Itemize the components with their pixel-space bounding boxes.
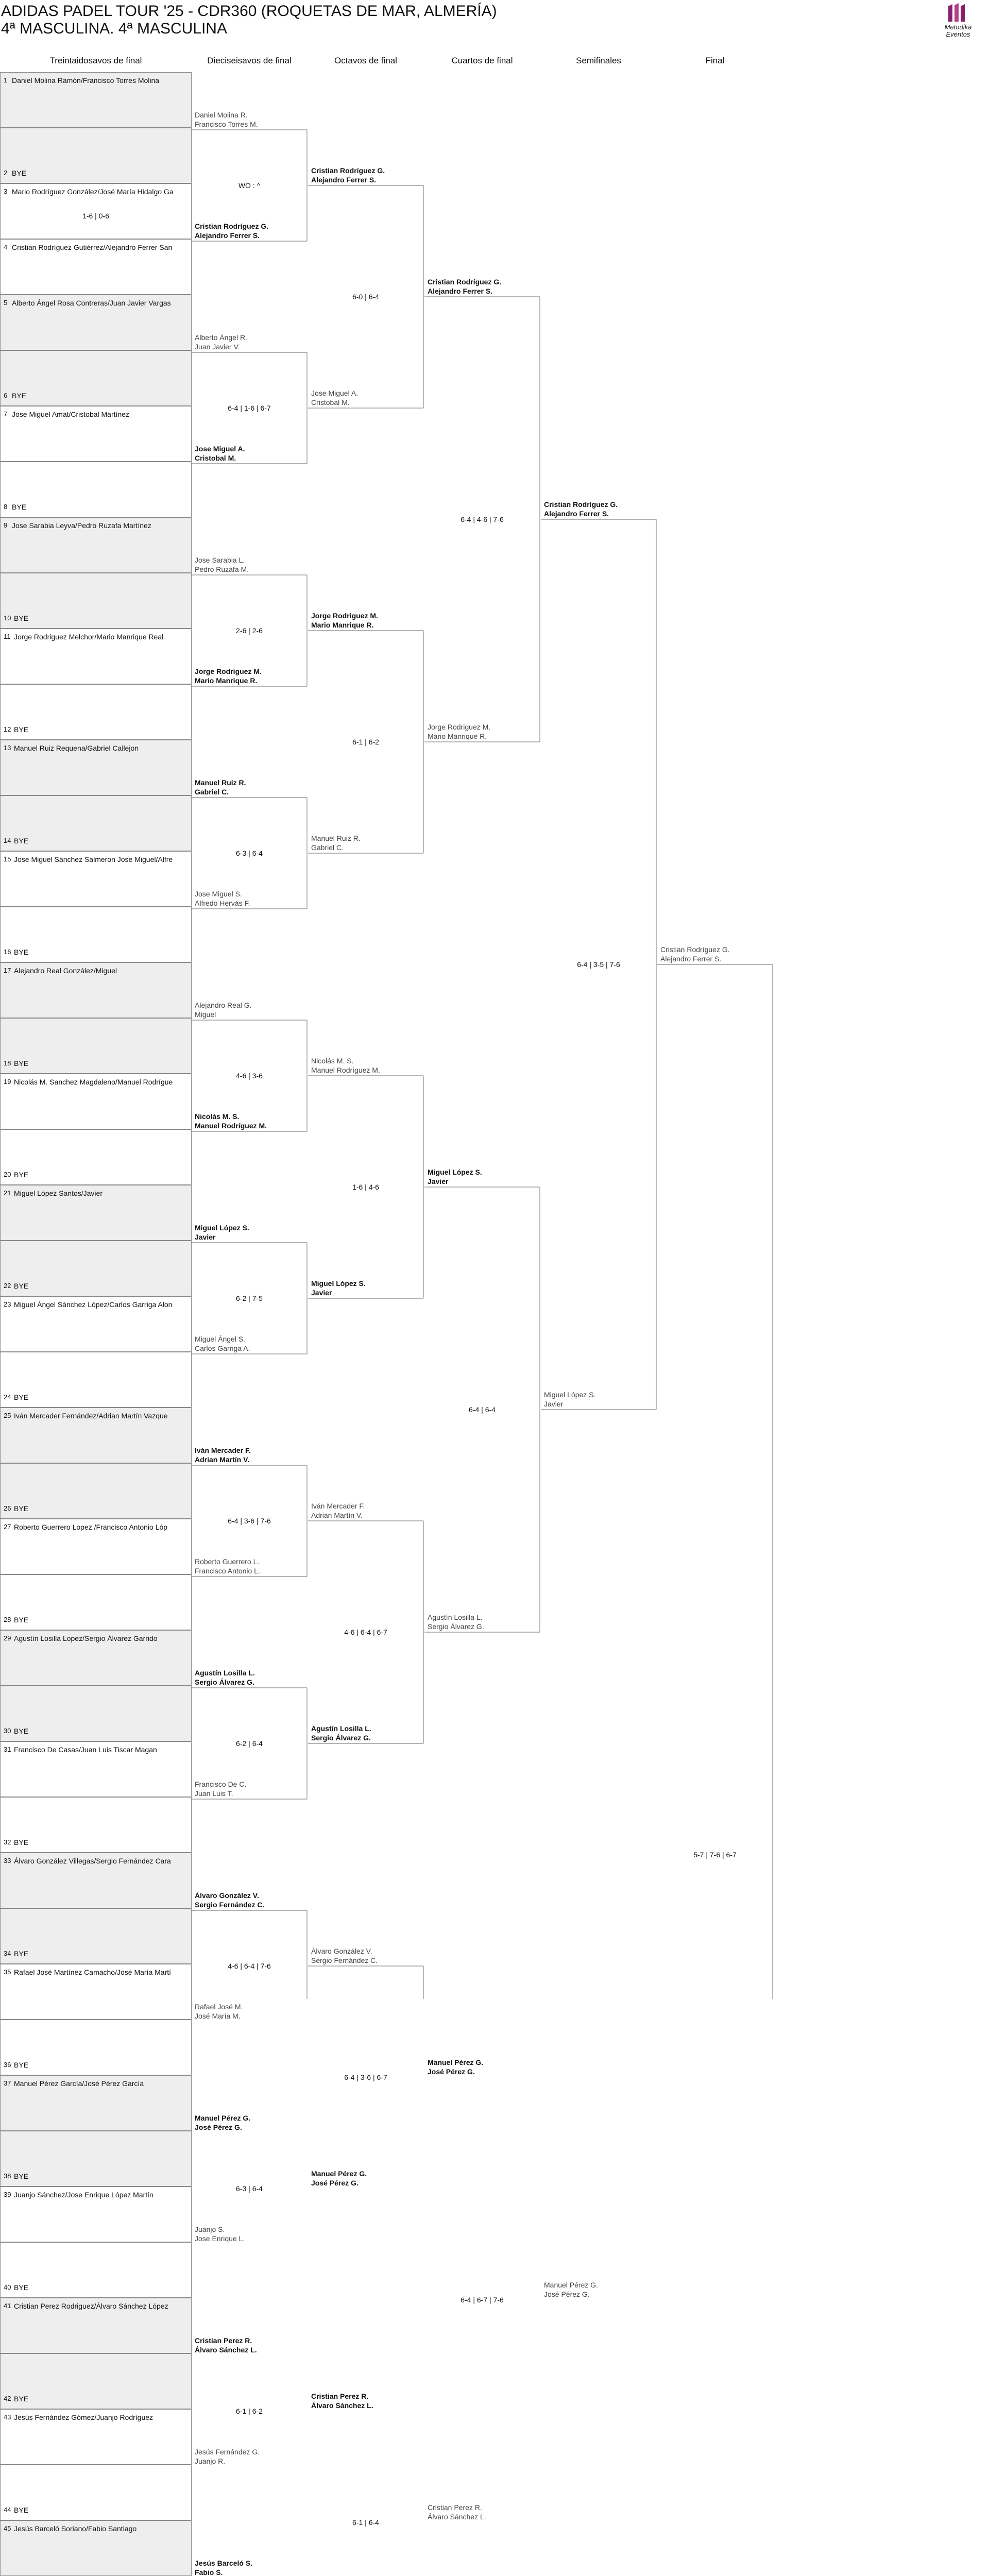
player-name: Jose Miguel A. — [195, 445, 245, 453]
entry-seed: 1 — [4, 76, 8, 84]
entry-seed: 37 — [4, 2079, 11, 2087]
logo-text-line1: Metodika — [944, 23, 972, 31]
entry-name: BYE — [14, 1727, 29, 1735]
team-pair — [311, 1946, 378, 1965]
match-score: 6-3 | 6-4 — [236, 2184, 263, 2193]
player-name: Javier — [311, 1289, 332, 1297]
entry-name: BYE — [14, 1616, 29, 1624]
player-name: Álvaro González V. — [311, 1947, 372, 1955]
team-pair — [195, 110, 258, 129]
team-pair — [195, 667, 262, 685]
match-score: 6-4 | 3-5 | 7-6 — [577, 960, 620, 969]
entry-name: Jesús Fernández Gómez/Juanjo Rodríguez — [14, 2413, 154, 2421]
entry-seed: 7 — [4, 410, 8, 418]
entry-cell — [0, 2520, 192, 2576]
entry-name: Álvaro González Villegas/Sergio Fernández Cara — [14, 1857, 171, 1865]
entry-seed: 10 — [4, 614, 11, 622]
match-score: 6-0 | 6-4 — [352, 293, 379, 301]
player-name: Miguel López S. — [311, 1279, 366, 1287]
player-name: José Pérez G. — [195, 2123, 242, 2131]
player-name: Manuel Pérez G. — [544, 2281, 599, 2289]
entry-seed: 18 — [4, 1059, 11, 1067]
match-score: 6-4 | 6-4 — [469, 1405, 496, 1414]
entry-cell — [0, 295, 192, 350]
entry-seed: 38 — [4, 2172, 11, 2180]
entry-seed: 17 — [4, 967, 11, 974]
entry-seed: 22 — [4, 1282, 11, 1290]
entry-name: BYE — [12, 392, 27, 400]
player-name: Francisco Torres M. — [195, 120, 258, 128]
team-pair — [428, 2058, 483, 2076]
entry-cell — [0, 1129, 192, 1185]
first-round-score: 1-6 | 0-6 — [82, 212, 109, 220]
player-name: Agustín Losilla L. — [311, 1724, 371, 1733]
player-name: Manuel Rodríguez M. — [195, 1122, 267, 1130]
player-name: Alejandro Ferrer S. — [311, 176, 377, 184]
entry-seed: 21 — [4, 1189, 11, 1197]
team-pair — [428, 722, 490, 741]
player-name: Sergio Fernández C. — [195, 1901, 265, 1909]
player-name: Álvaro Sánchez L. — [311, 2401, 373, 2410]
entry-name: BYE — [14, 2283, 29, 2292]
entry-seed: 25 — [4, 1412, 11, 1419]
player-name: Alejandro Ferrer S. — [544, 510, 609, 518]
player-name: Nicolás M. S. — [195, 1112, 240, 1121]
entry-name: BYE — [14, 614, 29, 622]
player-name: Javier — [544, 1400, 564, 1408]
entry-name: Jorge Rodriguez Melchor/Mario Manrique Real — [14, 633, 164, 641]
entry-name: Miguel López Santos/Javier — [14, 1189, 103, 1197]
team-pair — [311, 611, 378, 630]
entry-name: Miguel Ángel Sánchez López/Carlos Garriga Alon — [14, 1300, 173, 1309]
entry-cell — [0, 1296, 192, 1352]
player-name: Miguel López S. — [428, 1168, 482, 1176]
team-pair — [195, 2558, 252, 2576]
player-name: José Pérez G. — [311, 2179, 359, 2187]
entry-seed: 24 — [4, 1393, 11, 1401]
entry-cell — [0, 462, 192, 517]
entry-cell — [0, 1574, 192, 1630]
team-pair — [195, 1557, 260, 1575]
entry-name: Rafael José Martínez Camacho/José María Martí — [14, 1968, 172, 1976]
player-name: Alejandro Real G. — [195, 1001, 252, 1009]
entry-name: BYE — [14, 1393, 29, 1401]
team-pair — [428, 2503, 486, 2521]
match-score: 4-6 | 3-6 — [236, 1072, 263, 1080]
logo-text-line2: Eventos — [946, 30, 970, 38]
round-header-3: Octavos de final — [334, 56, 397, 65]
player-name: José Pérez G. — [544, 2290, 590, 2298]
entry-cell — [0, 2353, 192, 2409]
entry-cell — [0, 1630, 192, 1686]
entry-name: Manuel Ruiz Requena/Gabriel Callejon — [14, 744, 139, 752]
entry-cell — [0, 128, 192, 183]
team-pair — [195, 778, 246, 796]
player-name: Juanjo S. — [195, 2225, 225, 2233]
team-pair — [195, 555, 249, 574]
entry-name: BYE — [14, 1504, 29, 1513]
player-name: Miguel López S. — [195, 1224, 249, 1232]
team-pair — [195, 1780, 246, 1798]
entry-name: Jesús Barceló Soriano/Fabio Santiago — [14, 2524, 137, 2533]
team-pair — [195, 1446, 251, 1464]
entry-name: BYE — [14, 2061, 29, 2069]
player-name: Jose Miguel S. — [195, 890, 242, 898]
team-pair — [195, 2225, 245, 2243]
match-score: 6-2 | 6-4 — [236, 1739, 263, 1748]
team-pair — [428, 1613, 484, 1631]
entry-name: BYE — [14, 2395, 29, 2403]
player-name: Cristobal M. — [195, 454, 236, 462]
player-name: Cristian Rodríguez G. — [660, 945, 730, 954]
entry-cell — [0, 1018, 192, 1074]
entry-seed: 29 — [4, 1634, 11, 1642]
round-header-4: Cuartos de final — [451, 56, 513, 65]
entry-cell — [0, 962, 192, 1018]
player-name: Alberto Ángel R. — [195, 333, 247, 342]
player-name: Jose Miguel A. — [311, 389, 359, 397]
entry-cell — [0, 851, 192, 907]
entry-cell — [0, 907, 192, 962]
entry-name: Iván Mercader Fernández/Adrian Martín Vazque — [14, 1412, 168, 1420]
entry-seed: 6 — [4, 392, 8, 399]
round-header-1: Treintaidosavos de final — [49, 56, 142, 65]
team-pair — [544, 500, 618, 518]
player-name: Pedro Ruzafa M. — [195, 565, 249, 573]
player-name: Cristian Perez R. — [195, 2336, 252, 2345]
player-name: Javier — [195, 1233, 216, 1241]
entry-seed: 5 — [4, 299, 8, 307]
team-pair — [195, 2002, 243, 2021]
entry-name: BYE — [14, 2506, 29, 2514]
player-name: Miguel Ángel S. — [195, 1335, 246, 1343]
team-pair — [428, 277, 501, 296]
player-name: Roberto Guerrero L. — [195, 1557, 260, 1566]
entry-cell — [0, 1741, 192, 1797]
entry-cell — [0, 72, 192, 128]
entry-cell — [0, 684, 192, 740]
player-name: Cristian Perez R. — [428, 2503, 482, 2512]
entry-cell — [0, 350, 192, 406]
player-name: Francisco Antonio L. — [195, 1567, 260, 1575]
player-name: Sergio Álvarez G. — [428, 1622, 484, 1631]
player-name: Sergio Álvarez G. — [195, 1678, 254, 1686]
round-header-2: Dieciseisavos de final — [207, 56, 292, 65]
team-pair — [311, 834, 361, 852]
player-name: Sergio Álvarez G. — [311, 1734, 371, 1742]
player-name: Jesús Fernández G. — [195, 2448, 260, 2456]
player-name: Cristian Perez R. — [311, 2392, 369, 2400]
entry-name: Jose Sarabia Leyva/Pedro Ruzafa Martínez — [12, 521, 151, 530]
player-name: Jorge Rodriguez M. — [311, 612, 378, 620]
player-name: Nicolás M. S. — [311, 1057, 354, 1065]
player-name: Iván Mercader F. — [195, 1446, 251, 1454]
team-pair — [311, 2392, 373, 2410]
entry-name: BYE — [14, 837, 29, 845]
player-name: Juan Luis T. — [195, 1789, 233, 1798]
match-score: 6-1 | 6-4 — [352, 2518, 379, 2527]
player-name: Rafael José M. — [195, 2003, 243, 2011]
entry-seed: 39 — [4, 2191, 11, 2198]
entry-name: Juanjo Sánchez/Jose Enrique López Martín — [14, 2191, 154, 2199]
entry-cell — [0, 795, 192, 851]
round-header-6: Final — [705, 56, 725, 65]
player-name: Manuel Pérez G. — [311, 2170, 367, 2178]
player-name: Fabio S. — [195, 2568, 223, 2576]
player-name: Javier — [428, 1177, 449, 1185]
entry-seed: 41 — [4, 2302, 11, 2310]
entry-seed: 35 — [4, 1968, 11, 1976]
team-pair — [195, 2113, 250, 2132]
entry-cell — [0, 2020, 192, 2075]
team-pair — [311, 2169, 367, 2188]
entry-seed: 44 — [4, 2506, 11, 2514]
team-pair — [311, 388, 358, 407]
entry-seed: 4 — [4, 243, 8, 251]
entry-name: BYE — [14, 2172, 29, 2180]
team-pair — [195, 1112, 267, 1130]
entry-name: Agustín Losilla Lopez/Sergio Álvarez Garrido — [14, 1634, 158, 1642]
entry-seed: 30 — [4, 1727, 11, 1735]
entry-cell — [0, 2075, 192, 2131]
entry-cell — [0, 1463, 192, 1519]
entry-name: BYE — [14, 1950, 29, 1958]
match-score: 4-6 | 6-4 | 6-7 — [344, 1628, 387, 1636]
page-subtitle: 4ª MASCULINA. 4ª MASCULINA — [1, 20, 227, 37]
player-name: Álvaro González V. — [195, 1891, 259, 1900]
entry-cell — [0, 2187, 192, 2242]
entry-seed: 43 — [4, 2413, 11, 2421]
entry-name: Alejandro Real González/Miguel — [14, 967, 117, 975]
entry-name: BYE — [14, 1059, 29, 1067]
team-pair — [195, 2447, 260, 2466]
entry-cell — [0, 406, 192, 462]
player-name: Adrian Martín V. — [311, 1511, 363, 1519]
entry-cell — [0, 740, 192, 795]
entry-cell — [0, 2298, 192, 2353]
team-pair — [660, 945, 730, 963]
player-name: Iván Mercader F. — [311, 1502, 365, 1510]
match-score: 6-4 | 3-6 | 7-6 — [228, 1517, 271, 1525]
entry-seed: 34 — [4, 1950, 11, 1957]
player-name: Manuel Pérez G. — [195, 2114, 251, 2122]
entry-cell — [0, 1408, 192, 1463]
entry-seed: 27 — [4, 1523, 11, 1531]
player-name: Juan Javier V. — [195, 343, 240, 351]
entry-cell — [0, 1519, 192, 1574]
entry-cell — [0, 1241, 192, 1296]
match-score: WO : ^ — [238, 181, 261, 190]
team-pair — [195, 333, 247, 351]
entry-seed: 11 — [4, 633, 11, 640]
entry-name: BYE — [12, 169, 27, 177]
entry-seed: 40 — [4, 2283, 11, 2291]
player-name: Gabriel C. — [311, 843, 344, 852]
entry-seed: 15 — [4, 855, 11, 863]
entry-name: Cristian Perez Rodriguez/Álvaro Sánchez López — [14, 2302, 168, 2310]
player-name: Jesús Barceló S. — [195, 2559, 253, 2567]
player-name: Carlos Garriga A. — [195, 1344, 250, 1352]
player-name: Agustín Losilla L. — [195, 1669, 255, 1677]
entry-cell — [0, 2465, 192, 2520]
entry-cell — [0, 1797, 192, 1853]
entry-seed: 33 — [4, 1857, 11, 1865]
entry-cell — [0, 1352, 192, 1408]
match-score: 6-4 | 4-6 | 7-6 — [461, 515, 504, 523]
entry-name: Nicolás M. Sanchez Magdaleno/Manuel Rodrígue — [14, 1078, 173, 1086]
entry-seed: 20 — [4, 1171, 11, 1178]
player-name: Alejandro Ferrer S. — [428, 287, 493, 295]
entry-cell — [0, 1908, 192, 1964]
entry-cell — [0, 1964, 192, 2020]
match-score: 6-2 | 7-5 — [236, 1294, 263, 1302]
entry-seed: 2 — [4, 169, 8, 177]
player-name: Jorge Rodriguez M. — [195, 667, 262, 675]
page-title: ADIDAS PADEL TOUR '25 - CDR360 (ROQUETAS DE MAR, ALMERÍA) — [1, 3, 497, 20]
entry-cell — [0, 573, 192, 629]
entry-name: BYE — [14, 1171, 29, 1179]
entry-seed: 31 — [4, 1745, 11, 1753]
entry-seed: 42 — [4, 2395, 11, 2402]
team-pair — [195, 444, 245, 463]
entry-seed: 19 — [4, 1078, 11, 1086]
match-score: 6-4 | 6-7 | 7-6 — [461, 2296, 504, 2304]
team-pair — [195, 1891, 264, 1909]
entry-name: Francisco De Casas/Juan Luis Tiscar Magan — [14, 1745, 157, 1754]
team-pair — [195, 889, 250, 908]
team-pair — [544, 1390, 595, 1409]
entry-seed: 32 — [4, 1838, 11, 1846]
entry-seed: 45 — [4, 2524, 11, 2532]
match-score: 6-1 | 6-2 — [236, 2407, 263, 2415]
team-pair — [311, 1501, 365, 1520]
player-name: Mario Manrique R. — [311, 621, 374, 629]
entry-seed: 28 — [4, 1616, 11, 1623]
entry-cell — [0, 2242, 192, 2298]
player-name: Cristian Rodríguez G. — [311, 166, 385, 175]
team-pair — [195, 2336, 257, 2354]
player-name: Cristobal M. — [311, 398, 350, 406]
match-score: 5-7 | 7-6 | 6-7 — [693, 1851, 737, 1859]
player-name: Adrian Martín V. — [195, 1455, 250, 1464]
entry-name: Manuel Pérez García/José Pérez García — [14, 2079, 144, 2088]
entry-name: Daniel Molina Ramón/Francisco Torres Molina — [12, 76, 160, 84]
player-name: Manuel Rodríguez M. — [311, 1066, 380, 1074]
entry-cell — [0, 1853, 192, 1908]
player-name: Francisco De C. — [195, 1780, 247, 1788]
match-score: 6-1 | 6-2 — [352, 738, 379, 746]
player-name: Álvaro Sánchez L. — [428, 2513, 486, 2521]
player-name: Alejandro Ferrer S. — [195, 231, 260, 240]
player-name: Manuel Pérez G. — [428, 2058, 484, 2066]
entry-name: BYE — [14, 948, 29, 956]
entry-cell — [0, 2409, 192, 2465]
player-name: Miguel López S. — [544, 1391, 596, 1399]
entry-cell — [0, 1686, 192, 1741]
player-name: Gabriel C. — [195, 788, 229, 796]
team-pair — [195, 222, 268, 240]
entry-name: BYE — [12, 503, 27, 511]
entry-name: Alberto Ángel Rosa Contreras/Juan Javier Vargas — [12, 299, 171, 307]
team-pair — [544, 2280, 598, 2299]
entry-seed: 16 — [4, 948, 11, 956]
player-name: Cristian Rodríguez G. — [428, 278, 502, 286]
team-pair — [428, 1167, 482, 1186]
player-name: Sergio Fernández C. — [311, 1956, 378, 1964]
player-name: Jorge Rodriguez M. — [428, 723, 491, 731]
team-pair — [195, 1001, 252, 1019]
entry-seed: 3 — [4, 188, 8, 195]
entry-seed: 36 — [4, 2061, 11, 2069]
player-name: Agustín Losilla L. — [428, 1613, 483, 1621]
entry-cell — [0, 517, 192, 573]
match-score: 6-3 | 6-4 — [236, 849, 263, 857]
player-name: Alfredo Hervás F. — [195, 899, 250, 907]
team-pair — [311, 1724, 371, 1742]
entry-cell — [0, 2131, 192, 2187]
entry-seed: 12 — [4, 725, 11, 733]
match-score: 2-6 | 2-6 — [236, 626, 263, 635]
player-name: Cristian Rodríguez G. — [544, 500, 618, 509]
match-score: 6-4 | 1-6 | 6-7 — [228, 404, 271, 412]
entry-cell — [0, 1185, 192, 1241]
team-pair — [311, 1279, 366, 1297]
team-pair — [195, 1334, 250, 1353]
entry-seed: 13 — [4, 744, 11, 752]
entry-cell — [0, 1074, 192, 1129]
entry-name: BYE — [14, 725, 29, 734]
entry-name: Jose Miguel Amat/Cristobal Martínez — [12, 410, 129, 418]
player-name: Mario Manrique R. — [195, 676, 258, 685]
round-header-5: Semifinales — [576, 56, 621, 65]
player-name: José Pérez G. — [428, 2067, 475, 2076]
player-name: Daniel Molina R. — [195, 111, 248, 119]
player-name: Juanjo R. — [195, 2457, 226, 2465]
player-name: Cristian Rodríguez G. — [195, 222, 269, 230]
player-name: Jose Enrique L. — [195, 2234, 245, 2243]
entry-seed: 26 — [4, 1504, 11, 1512]
entry-seed: 8 — [4, 503, 8, 511]
team-pair — [311, 166, 385, 184]
team-pair — [311, 1056, 380, 1075]
player-name: Manuel Ruiz R. — [195, 778, 246, 787]
player-name: José María M. — [195, 2012, 241, 2020]
player-name: Álvaro Sánchez L. — [195, 2346, 257, 2354]
entry-seed: 14 — [4, 837, 11, 844]
entry-name: BYE — [14, 1282, 29, 1290]
match-score: 1-6 | 4-6 — [352, 1183, 379, 1191]
entry-name: BYE — [14, 1838, 29, 1846]
match-score: 6-4 | 3-6 | 6-7 — [344, 2073, 387, 2081]
entry-name: Cristian Rodríguez Gutiérrez/Alejandro Ferrer San — [12, 243, 173, 251]
match-score: 4-6 | 6-4 | 7-6 — [228, 1962, 271, 1970]
player-name: Miguel — [195, 1010, 216, 1019]
entry-seed: 9 — [4, 521, 8, 529]
player-name: Alejandro Ferrer S. — [660, 955, 722, 963]
team-pair — [195, 1668, 255, 1687]
entry-name: Jose Miguel Sánchez Salmeron Jose Miguel/Alfre — [14, 855, 173, 863]
entry-cell — [0, 629, 192, 684]
player-name: Manuel Ruiz R. — [311, 834, 361, 842]
player-name: Mario Manrique R. — [428, 732, 487, 740]
entry-cell — [0, 239, 192, 295]
entry-name: Mario Rodríguez González/José María Hidalgo Ga — [12, 188, 174, 196]
player-name: Jose Sarabia L. — [195, 556, 245, 564]
entry-name: Roberto Guerrero Lopez /Francisco Antonio Lóp — [14, 1523, 168, 1531]
team-pair — [195, 1223, 249, 1242]
entry-seed: 23 — [4, 1300, 11, 1308]
